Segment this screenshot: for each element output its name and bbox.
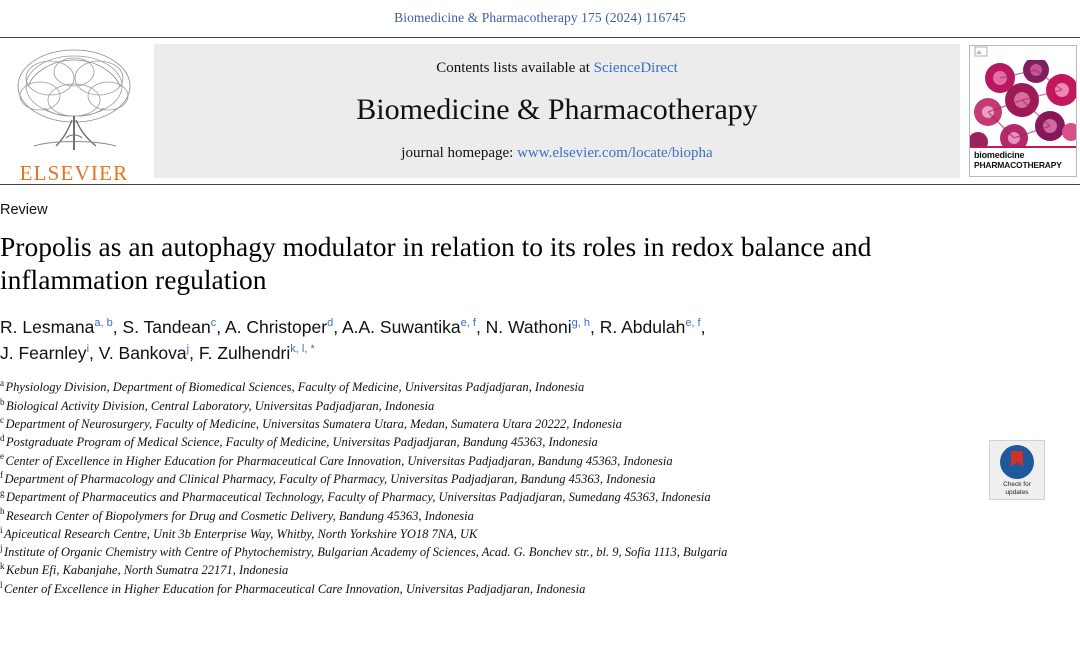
affiliation-item xyxy=(0,397,1080,415)
affiliation-text: Physiology Division, Department of Biomedical Sciences, Faculty of Medicine, Universitas Padjadjaran, Indonesia xyxy=(5,380,585,395)
author-name: S. Tandean xyxy=(122,317,211,338)
affiliation-mark: b xyxy=(0,396,5,407)
author-name: A. Christoper xyxy=(224,317,328,338)
journal-title: Biomedicine & Pharmacotherapy xyxy=(356,93,758,126)
crossmark-label-line1: Check for xyxy=(1003,481,1031,488)
author-affil-marks: k, l, * xyxy=(290,343,315,356)
affiliation-mark: a xyxy=(0,378,4,389)
author-affil-marks: j xyxy=(186,343,190,356)
author-entry xyxy=(486,317,600,337)
affiliation-item xyxy=(0,488,1080,506)
affiliation-text: Department of Pharmacology and Clinical Pharmacy, Faculty of Pharmacy, Universitas Padjadjaran, Bandung 45363, Indonesia xyxy=(4,471,656,486)
publisher-logo-block xyxy=(0,38,148,184)
author-affil-marks: a, b xyxy=(94,317,113,330)
author-entry xyxy=(225,317,342,337)
elsevier-tree-icon xyxy=(4,42,144,160)
crossmark-label-line2: updates xyxy=(1005,488,1029,496)
author-name: A.A. Suwantika xyxy=(341,317,461,338)
cover-artwork xyxy=(970,60,1076,146)
author-entry xyxy=(199,343,315,363)
contents-line xyxy=(436,60,678,77)
homepage-prefix: journal homepage: xyxy=(401,145,518,161)
affiliation-mark: d xyxy=(0,433,5,444)
affiliation-item xyxy=(0,580,1080,598)
cover-title-line1: biomedicine xyxy=(974,150,1025,160)
cover-small-icon xyxy=(974,46,988,57)
running-head: Biomedicine & Pharmacotherapy 175 (2024) 116745 xyxy=(394,10,686,25)
affiliation-text: Department of Pharmaceutics and Pharmaceutical Technology, Faculty of Pharmacy, Universitas Padjadjaran, Sumedang 45363, Indonesia xyxy=(6,490,711,505)
contents-prefix: Contents lists available at xyxy=(436,60,594,76)
affiliation-text: Research Center of Biopolymers for Drug and Cosmetic Delivery, Bandung 45363, Indonesia xyxy=(6,508,474,523)
journal-cover-image xyxy=(969,45,1077,177)
crossmark-label xyxy=(992,481,1042,496)
journal-masthead xyxy=(0,37,1080,185)
affiliation-list xyxy=(0,378,1080,598)
sciencedirect-link[interactable]: ScienceDirect xyxy=(593,60,678,76)
affiliation-text: Apiceutical Research Centre, Unit 3b Enterprise Way, Whitby, North Yorkshire YO18 7NA, UK xyxy=(4,526,478,541)
author-entry xyxy=(122,317,225,337)
affiliation-item xyxy=(0,452,1080,470)
author-entry xyxy=(342,317,486,337)
affiliation-item xyxy=(0,378,1080,396)
author-sep: , xyxy=(700,317,706,338)
journal-cover-block xyxy=(966,38,1080,184)
crossmark-icon xyxy=(1000,445,1034,479)
author-sep: , xyxy=(189,343,199,364)
affiliation-item xyxy=(0,415,1080,433)
cover-title-band xyxy=(970,146,1076,176)
author-line-2 xyxy=(0,343,315,363)
cover-title-line2: PHARMACOTHERAPY xyxy=(974,160,1062,170)
affiliation-item xyxy=(0,507,1080,525)
author-sep: , xyxy=(112,317,123,338)
affiliation-text: Center of Excellence in Higher Education for Pharmaceutical Care Innovation, Universitas Padjadjaran, Bandung 45363, Indonesia xyxy=(5,453,673,468)
author-entry xyxy=(600,317,706,337)
crossmark-badge[interactable] xyxy=(989,440,1045,500)
affiliation-text: Center of Excellence in Higher Education for Pharmaceutical Care Innovation, Universitas Padjadjaran, Indonesia xyxy=(4,581,586,596)
affiliation-mark: e xyxy=(0,451,4,462)
author-sep: , xyxy=(589,317,600,338)
affiliation-text: Department of Neurosurgery, Faculty of Medicine, Universitas Sumatera Utara, Medan, Sumatera Utara 20222, Indonesia xyxy=(5,417,622,432)
affiliation-mark: i xyxy=(0,524,3,535)
affiliation-mark: f xyxy=(0,469,3,480)
page-title: Propolis as an autophagy modulator in relation to its roles in redox balance and inflammation regulation xyxy=(0,231,872,295)
author-affil-marks: c xyxy=(210,317,217,330)
affiliation-text: Institute of Organic Chemistry with Centre of Phytochemistry, Bulgarian Academy of Sciences, Acad. G. Bonchev str., bl. 9, Sofia 1113, Bulgaria xyxy=(4,545,728,560)
elsevier-wordmark: ELSEVIER xyxy=(19,161,129,185)
author-sep: , xyxy=(333,317,342,338)
affiliation-item xyxy=(0,470,1080,488)
author-name: J. Fearnley xyxy=(0,343,87,364)
affiliation-mark: l xyxy=(0,579,3,590)
affiliation-item xyxy=(0,433,1080,451)
affiliation-text: Biological Activity Division, Central Laboratory, Universitas Padjadjaran, Indonesia xyxy=(6,398,435,413)
affiliation-text: Kebun Efi, Kabanjahe, North Sumatra 22171, Indonesia xyxy=(6,563,289,578)
author-entry xyxy=(0,343,99,363)
article-type: Review xyxy=(0,202,48,218)
author-affil-marks: g, h xyxy=(571,317,590,330)
author-affil-marks: e, f xyxy=(685,317,701,330)
cover-top-strip xyxy=(970,46,1076,61)
affiliation-mark: c xyxy=(0,414,4,425)
article-header xyxy=(0,202,1080,598)
affiliation-mark: k xyxy=(0,561,5,572)
author-sep: , xyxy=(89,343,99,364)
affiliation-mark: j xyxy=(0,542,3,553)
author-affil-marks: e, f xyxy=(460,317,476,330)
homepage-line xyxy=(401,145,712,162)
author-name: R. Abdulah xyxy=(599,317,686,338)
affiliation-item xyxy=(0,543,1080,561)
author-affil-marks: d xyxy=(327,317,334,330)
affiliation-mark: g xyxy=(0,488,5,499)
author-sep: , xyxy=(216,317,225,338)
author-list xyxy=(0,314,950,366)
author-sep: , xyxy=(475,317,486,338)
author-name: N. Wathoni xyxy=(485,317,572,338)
author-affil-marks: i xyxy=(86,343,90,356)
author-name: F. Zulhendri xyxy=(198,343,291,364)
author-entry xyxy=(99,343,199,363)
author-name: R. Lesmana xyxy=(0,317,95,338)
affiliation-item xyxy=(0,525,1080,543)
affiliation-text: Postgraduate Program of Medical Science, Faculty of Medicine, Universitas Padjadjaran, Bandung 45363, Indonesia xyxy=(6,435,598,450)
author-line-1 xyxy=(0,317,705,337)
journal-header-block xyxy=(154,44,960,178)
author-name: V. Bankova xyxy=(98,343,187,364)
affiliation-item xyxy=(0,561,1080,579)
journal-homepage-link[interactable]: www.elsevier.com/locate/biopha xyxy=(517,145,713,161)
author-entry xyxy=(0,317,122,337)
affiliation-mark: h xyxy=(0,506,5,517)
